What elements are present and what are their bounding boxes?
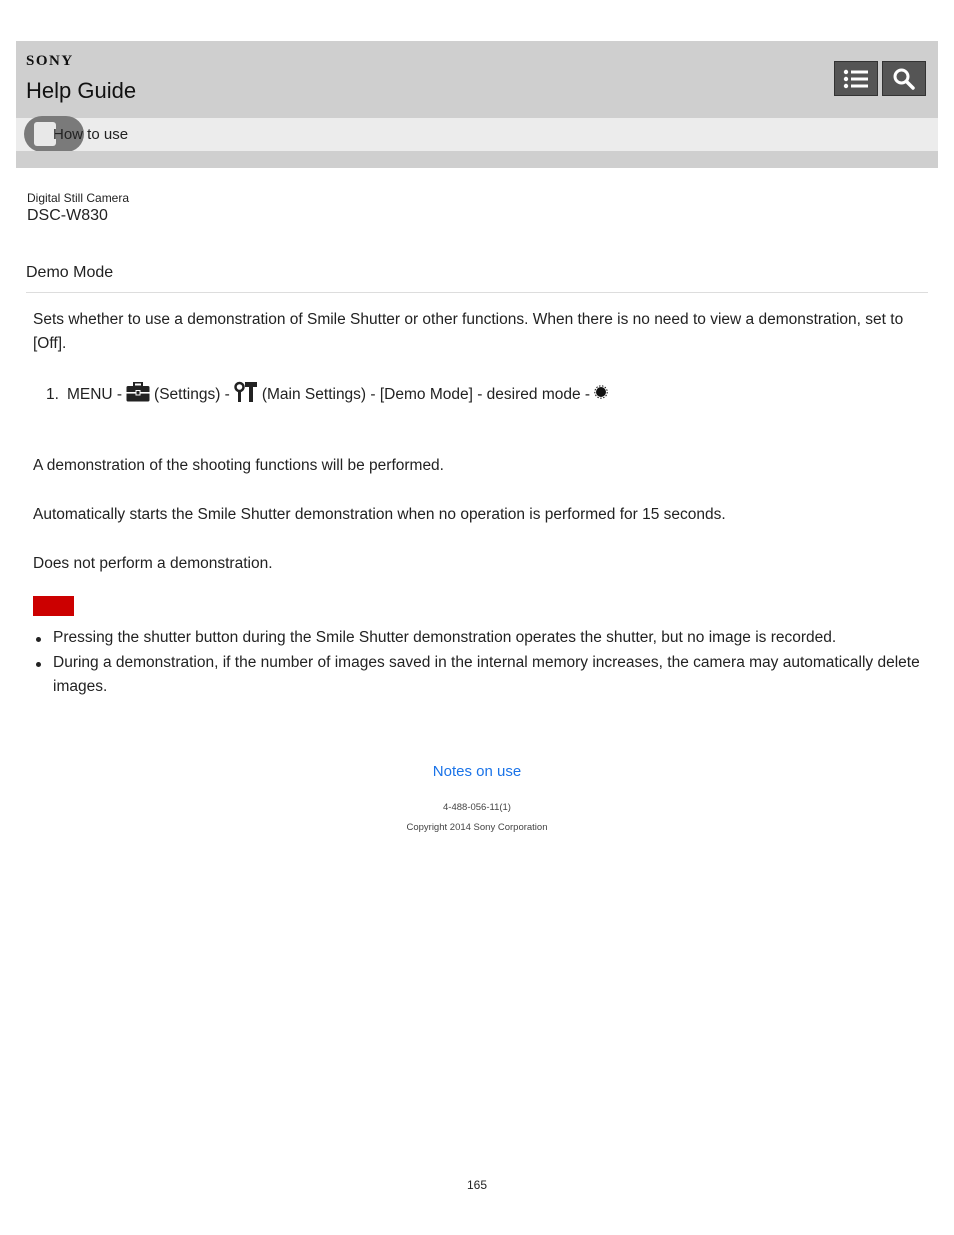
step-settings-text: (Settings) - — [154, 385, 230, 403]
main-settings-icon — [234, 381, 258, 408]
list-item: During a demonstration, if the number of images saved in the internal memory increases, the camera may automatically delete images. — [33, 651, 923, 700]
product-model: DSC-W830 — [27, 207, 108, 224]
note-badge — [33, 596, 74, 616]
page-number: 165 — [466, 1178, 488, 1192]
list-icon — [843, 69, 869, 89]
procedure-step — [46, 381, 612, 408]
intro-text: Sets whether to use a demonstration of Smile Shutter or other functions. When there is no need to view a demonstration, set to [Off]. — [33, 311, 904, 352]
step-number: 1. — [46, 385, 59, 403]
copyright-text: Copyright 2014 Sony Corporation — [406, 822, 548, 833]
list-item: Pressing the shutter button during the Smile Shutter demonstration operates the shutter, but no image is recorded. — [33, 626, 923, 651]
sub-navigation — [16, 118, 938, 151]
product-category: Digital Still Camera — [27, 191, 130, 205]
search-button[interactable] — [882, 61, 926, 96]
center-button-icon — [594, 385, 608, 404]
help-guide-title[interactable]: Help Guide — [26, 78, 137, 103]
settings-toolbox-icon — [126, 382, 150, 407]
step-menu-text: MENU - — [66, 385, 123, 403]
step-main-settings-text: (Main Settings) - [Demo Mode] - desired mode - — [261, 385, 591, 403]
notes-list — [33, 626, 923, 700]
how-to-use-link[interactable]: How to use — [53, 126, 129, 143]
document-code: 4-488-056-11(1) — [443, 802, 511, 813]
search-icon — [892, 67, 916, 91]
notes-on-use-link[interactable]: Notes on use — [432, 763, 522, 780]
header-bar — [16, 41, 938, 118]
header-bottom-strip — [16, 151, 938, 168]
description-on: A demonstration of the shooting functions will be performed. — [33, 457, 444, 474]
description-off: Does not perform a demonstration. — [33, 555, 273, 572]
page-title: Demo Mode — [26, 264, 114, 281]
list-button[interactable] — [834, 61, 878, 96]
sony-logo: SONY — [26, 53, 74, 69]
title-divider — [26, 292, 928, 293]
description-smile-shutter: Automatically starts the Smile Shutter demonstration when no operation is performed for 15 seconds. — [33, 506, 726, 523]
